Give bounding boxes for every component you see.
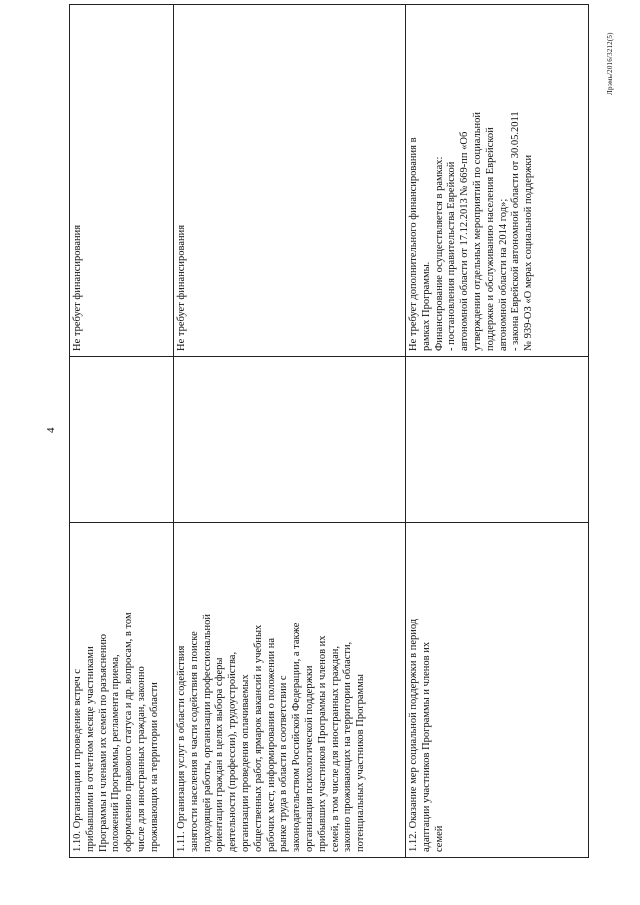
table-row xyxy=(70,5,174,858)
financing-text: Не требует финансирования xyxy=(176,224,187,351)
activity-cell xyxy=(70,523,174,858)
table-row xyxy=(174,5,406,858)
activity-text: 1.11. Организация услуг в области содействия занятости населения в части содействия в поиске подходящей работы, организации профессиональной ориентации граждан в целях выбора сферы деятельности (профессии), трудоустройства, организации проведения оплачиваемых общественных работ, ярмарок вакансий и учебных рабочих мест, информирования о положении на рынке труда в области в соответствии с законодательством Российской Федерации, а также организация психологической поддержки прибывших участников Программы и членов их семей, в том числе для иностранных граждан, законно проживающих на территории области, потенциальных участников Программы xyxy=(176,613,367,852)
activity-text: 1.10. Организация и проведение встреч с прибывшими в отчетном месяце участниками Программы и членами их семей по разъяснению положений Программы, регламента приема, оформлению правового статуса и др. вопросам, в том числе для иностранных граждан, законно проживающих на территории области xyxy=(72,612,160,852)
financing-cell xyxy=(174,5,406,357)
financing-cell xyxy=(406,5,589,357)
activity-cell xyxy=(406,523,589,858)
financing-text: Не требует финансирования xyxy=(72,224,83,351)
financing-cell xyxy=(70,5,174,357)
table-row xyxy=(406,5,589,858)
middle-cell xyxy=(406,357,589,523)
document-code: Лрэмь/2016/3212(5) xyxy=(606,32,614,95)
middle-cell xyxy=(174,357,406,523)
activity-cell xyxy=(174,523,406,858)
financing-text: Не требует дополнительного финансирования в рамках Программы. Финансирование осуществляется в рамках: - постановления правительства Еврейской автономной области от 17.12.2013 № 669-пп «Об утверждении отдельных мероприятий по социальной поддержке и обслуживанию населения Еврейской автономной области на 2014 год»; - закона Еврейской автономной области от 30.05.2011 № 939-ОЗ «О мерах социальной поддержки xyxy=(408,111,535,351)
middle-cell xyxy=(70,357,174,523)
program-table xyxy=(69,4,589,858)
activity-text: 1.12. Оказание мер социальной поддержки в период адаптации участников Программы и членов их семей xyxy=(408,618,445,852)
page-number: 4 xyxy=(45,427,57,433)
